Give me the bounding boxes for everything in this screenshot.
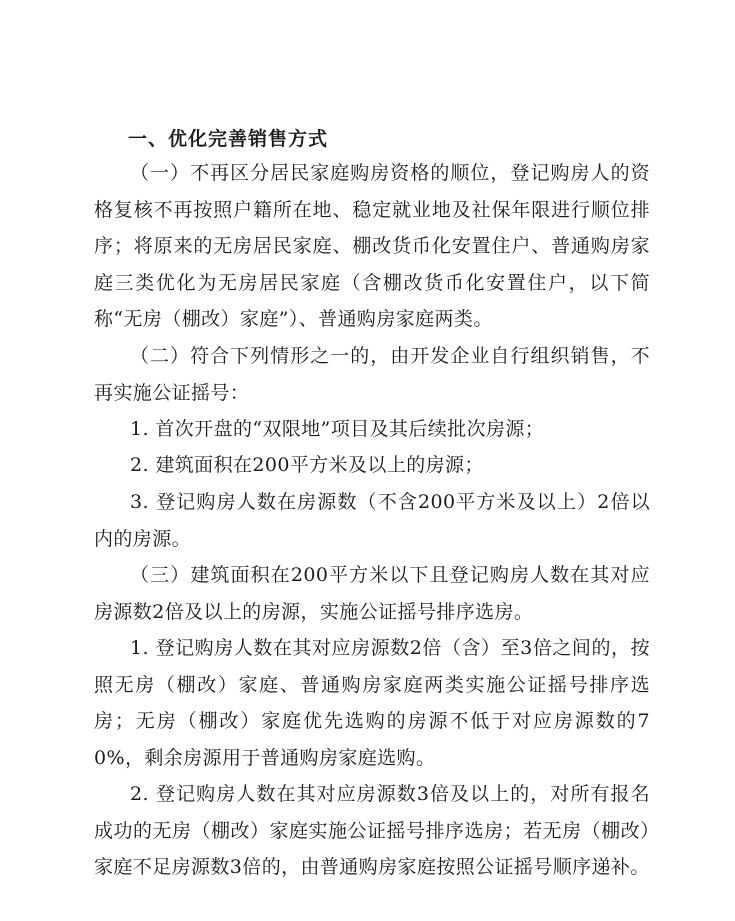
list-item-2-1: 1. 首次开盘的“双限地”项目及其后续批次房源； [130, 418, 545, 440]
list-item-3-2: 2. 登记购房人数在其对应房源数3倍及以上的，对所有报名成功的无房（棚改）家庭实施公证摇号排序选房；若无房（棚改）家庭不足房源数3倍的，由普通购房家庭按照公证摇号顺序递补。 [94, 783, 650, 878]
list-item-3-1: 1. 登记购房人数在其对应房源数2倍（含）至3倍之间的，按照无房（棚改）家庭、普通购房家庭两类实施公证摇号排序选房；无房（棚改）家庭优先选购的房源不低于对应房源数的70%，剩余房源用于普通购房家庭选购。 [94, 637, 650, 769]
list-item-2-2: 2. 建筑面积在200平方米及以上的房源； [130, 454, 484, 476]
paragraph-1: （一）不再区分居民家庭购房资格的顺位，登记购房人的资格复核不再按照户籍所在地、稳定就业地及社保年限进行顺位排序；将原来的无房居民家庭、棚改货币化安置住户、普通购房家庭三类优化为无房居民家庭（含棚改货币化安置住户，以下简称“无房（棚改）家庭”）、普通购房家庭两类。 [94, 162, 650, 330]
section-heading: 一、优化完善销售方式 [128, 128, 329, 150]
paragraph-3: （三）建筑面积在200平方米以下且登记购房人数在其对应房源数2倍及以上的房源，实施公证摇号排序选房。 [94, 564, 650, 623]
list-item-2-3: 3. 登记购房人数在房源数（不含200平方米及以上）2倍以内的房源。 [94, 491, 650, 550]
paragraph-2: （二）符合下列情形之一的，由开发企业自行组织销售，不再实施公证摇号： [94, 345, 650, 404]
